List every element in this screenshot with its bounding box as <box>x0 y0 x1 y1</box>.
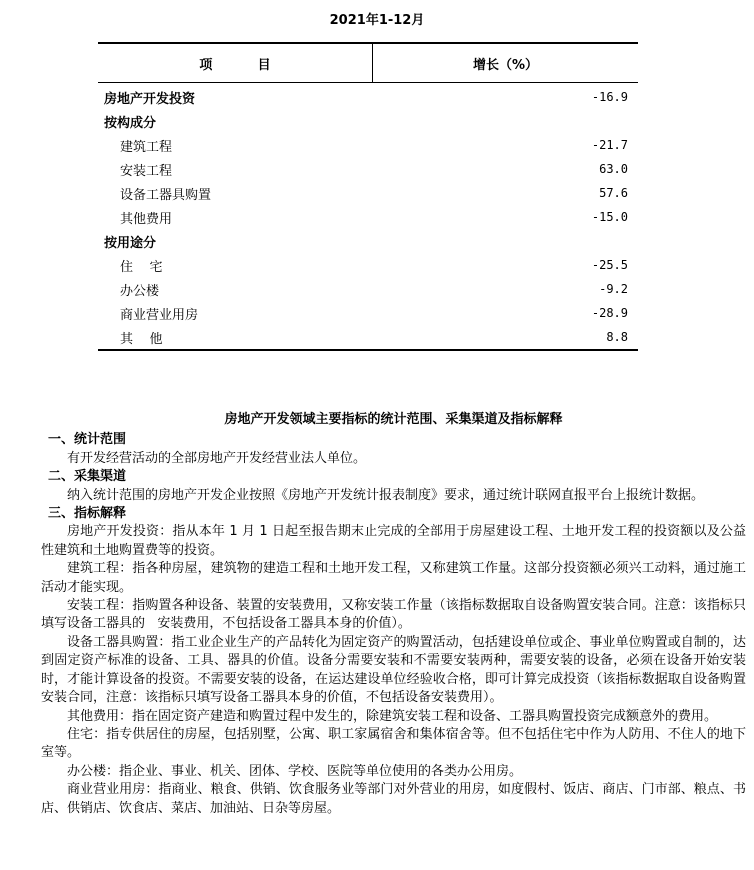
row-value: -9.2 <box>599 282 628 296</box>
notes-section <box>41 411 746 818</box>
row-value: 57.6 <box>599 186 628 200</box>
notes-title: 房地产开发领域主要指标的统计范围、采集渠道及指标解释 <box>224 412 563 427</box>
row-label: 其 他 <box>98 325 373 350</box>
table-row <box>98 277 638 301</box>
definition-other-costs: 其他费用：指在固定资产建造和购置过程中发生的，除建筑安装工程和设备、工器具购置投资完成额意外的费用。 <box>67 708 718 724</box>
row-label: 按用途分 <box>104 235 157 251</box>
table-row <box>98 83 638 110</box>
row-label: 设备工器具购置 <box>120 187 212 203</box>
definition-commercial: 商业营业用房：指商业、粮食、供销、饮食服务业等部门对外营业的用房，如度假村、饭店、商店、门市部、粮点、书店、供销店、饮食店、菜店、加油站、日杂等房屋。 <box>41 782 746 816</box>
row-label: 办公楼 <box>120 283 160 299</box>
table-row <box>98 157 638 181</box>
definition-investment: 房地产开发投资：指从本年 1 月 1 日起至报告期末止完成的全部用于房屋建设工程、土地开发工程的投资额以及公益性建筑和土地购置费等的投资。 <box>41 524 746 558</box>
table-row <box>98 133 638 157</box>
row-value: -21.7 <box>591 138 628 152</box>
row-value: -28.9 <box>591 306 628 320</box>
row-label: 商业营业用房 <box>120 307 199 323</box>
row-label: 其他费用 <box>120 211 173 227</box>
table-row <box>98 205 638 229</box>
definition-equipment: 设备工器具购置：指工业企业生产的产品转化为固定资产的购置活动，包括建设单位或企、事业单位购置或自制的，达到固定资产标准的设备、工具、器具的价值。设备分需要安装和不需要安装两种，需要安装的设备，必须在设备开始安装时，才能计算设备的投资。不需要安装的设备，在运达建设单位经验收合格，即可计算完成投资（该指标数据取自设备购置安装合同，注意：该指标只填写设备工器具本身的价值，不包括设备安装费用）。 <box>41 634 746 706</box>
row-label: 按构成分 <box>104 115 157 131</box>
section-heading-scope: 一、统计范围 <box>48 432 127 448</box>
row-value: 8.8 <box>373 325 639 350</box>
table-row <box>98 253 638 277</box>
scope-text: 有开发经营活动的全部房地产开发经营业法人单位。 <box>67 450 367 466</box>
table-row <box>98 325 638 350</box>
definition-construction: 建筑工程：指各种房屋，建筑物的建造工程和土地开发工程，又称建筑工作量。这部分投资额必须兴工动料，通过施工活动才能实现。 <box>41 561 746 595</box>
period-title: 2021年1-12月 <box>329 13 425 28</box>
table-row <box>98 301 638 325</box>
table-row <box>98 181 638 205</box>
table-row <box>98 229 638 253</box>
definition-installation: 安装工程：指购置各种设备、装置的安装费用，又称安装工作量（该指标数据取自设备购置安装合同。注意：该指标只填写设备工器具的 安装费用，不包括设备工器具本身的价值）。 <box>41 598 746 632</box>
row-label: 建筑工程 <box>120 139 173 155</box>
definition-residential: 住宅：指专供居住的房屋，包括别墅，公寓、职工家属宿舍和集体宿舍等。但不包括住宅中作为人防用、不住人的地下室等。 <box>41 726 746 761</box>
row-label: 住 宅 <box>120 259 163 275</box>
row-value: 63.0 <box>599 162 628 176</box>
row-label: 房地产开发投资 <box>104 91 196 107</box>
growth-table <box>98 42 638 351</box>
column-header-item: 项 目 <box>98 43 373 83</box>
row-value: -25.5 <box>591 258 628 272</box>
column-header-growth: 增长（%） <box>373 43 639 83</box>
row-label: 安装工程 <box>120 163 173 179</box>
table-header-row <box>98 43 638 83</box>
row-value: -15.0 <box>591 210 628 224</box>
section-heading-definitions: 三、指标解释 <box>48 506 127 522</box>
row-value <box>373 229 639 253</box>
definition-office: 办公楼：指企业、事业、机关、团体、学校、医院等单位使用的各类办公用房。 <box>67 763 523 779</box>
row-value: -16.9 <box>591 90 628 104</box>
table-row <box>98 109 638 133</box>
channel-text: 纳入统计范围的房地产开发企业按照《房地产开发统计报表制度》要求，通过统计联网直报平台上报统计数据。 <box>67 487 705 503</box>
section-heading-channel: 二、采集渠道 <box>48 469 127 485</box>
row-value <box>373 109 639 133</box>
